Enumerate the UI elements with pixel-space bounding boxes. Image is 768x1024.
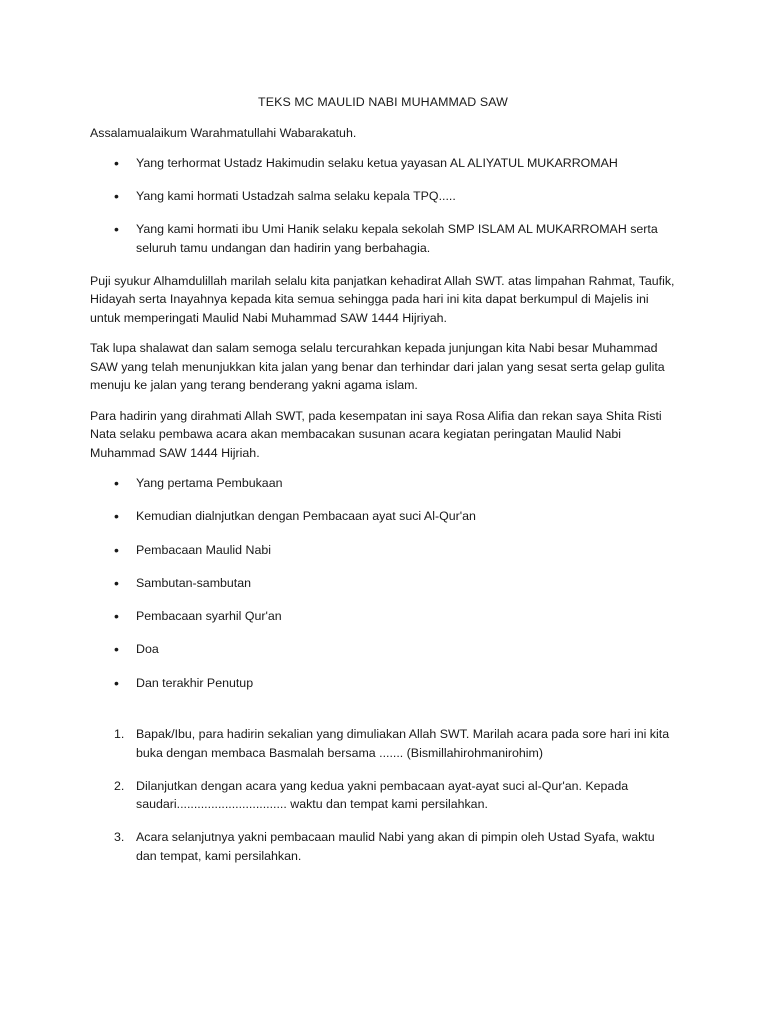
agenda-item: • Yang pertama Pembukaan bbox=[90, 474, 676, 493]
agenda-list bbox=[90, 474, 676, 692]
step-item bbox=[90, 777, 676, 814]
agenda-item: • Pembacaan syarhil Qur'an bbox=[90, 607, 676, 626]
step-text: Dilanjutkan dengan acara yang kedua yakni pembacaan ayat-ayat suci al-Qur'an. Kepada saudari................................ waktu dan tempat kami persilahkan. bbox=[136, 778, 629, 812]
honorifics-list bbox=[90, 154, 676, 257]
honorific-item: • Yang kami hormati ibu Umi Hanik selaku kepala sekolah SMP ISLAM AL MUKARROMAH serta seluruh tamu undangan dan hadirin yang berbahagia. bbox=[90, 220, 676, 257]
honorific-item: • Yang kami hormati Ustadzah salma selaku kepala TPQ..... bbox=[90, 187, 676, 206]
agenda-item: • Doa bbox=[90, 640, 676, 659]
step-number: 3. bbox=[114, 830, 125, 845]
paragraph-introduction: Para hadirin yang dirahmati Allah SWT, pada kesempatan ini saya Rosa Alifia dan rekan saya Shita Risti Nata selaku pembawa acara akan membacakan susunan acara kegiatan peringatan Maulid Nabi Muhammad SAW 1444 Hijriah. bbox=[90, 408, 662, 460]
paragraph-gratitude: Puji syukur Alhamdulillah marilah selalu kita panjatkan kehadirat Allah SWT. atas limpahan Rahmat, Taufik, Hidayah serta Inayahnya kepada kita semua sehingga pada hari ini kita dapat berkumpul di Majelis ini untuk memperingati Maulid Nabi Muhammad SAW 1444 Hijriyah. bbox=[90, 273, 675, 325]
paragraph-shalawat: Tak lupa shalawat dan salam semoga selalu tercurahkan kepada junjungan kita Nabi besar Muhammad SAW yang telah menunjukkan kita jalan yang benar dan terhindar dari jalan yang sesat serta gelap gulita menuju ke jalan yang terang benderang yakni agama islam. bbox=[90, 341, 665, 392]
document-title: TEKS MC MAULID NABI MUHAMMAD SAW bbox=[258, 95, 508, 109]
agenda-item: • Kemudian dialnjutkan dengan Pembacaan ayat suci Al-Qur'an bbox=[90, 507, 676, 526]
honorific-item: • Yang terhormat Ustadz Hakimudin selaku ketua yayasan AL ALIYATUL MUKARROMAH bbox=[90, 154, 676, 173]
agenda-item: • Pembacaan Maulid Nabi bbox=[90, 541, 676, 560]
step-text: Acara selanjutnya yakni pembacaan maulid Nabi yang akan di pimpin oleh Ustad Syafa, waktu dan tempat, kami persilahkan. bbox=[136, 830, 655, 863]
step-text: Bapak/Ibu, para hadirin sekalian yang dimuliakan Allah SWT. Marilah acara pada sore hari ini kita buka dengan membaca Basmalah bersama ....... (Bismillahirohmanirohim) bbox=[136, 727, 670, 760]
step-item bbox=[90, 725, 676, 762]
greeting: Assalamualaikum Warahmatullahi Wabarakatuh. bbox=[90, 125, 357, 140]
step-number: 1. bbox=[114, 727, 125, 742]
agenda-item: • Sambutan-sambutan bbox=[90, 574, 676, 593]
agenda-item: • Dan terakhir Penutup bbox=[90, 674, 676, 693]
section-spacer bbox=[90, 707, 676, 725]
step-number: 2. bbox=[114, 778, 125, 793]
step-item bbox=[90, 828, 676, 865]
steps-list bbox=[90, 725, 676, 865]
